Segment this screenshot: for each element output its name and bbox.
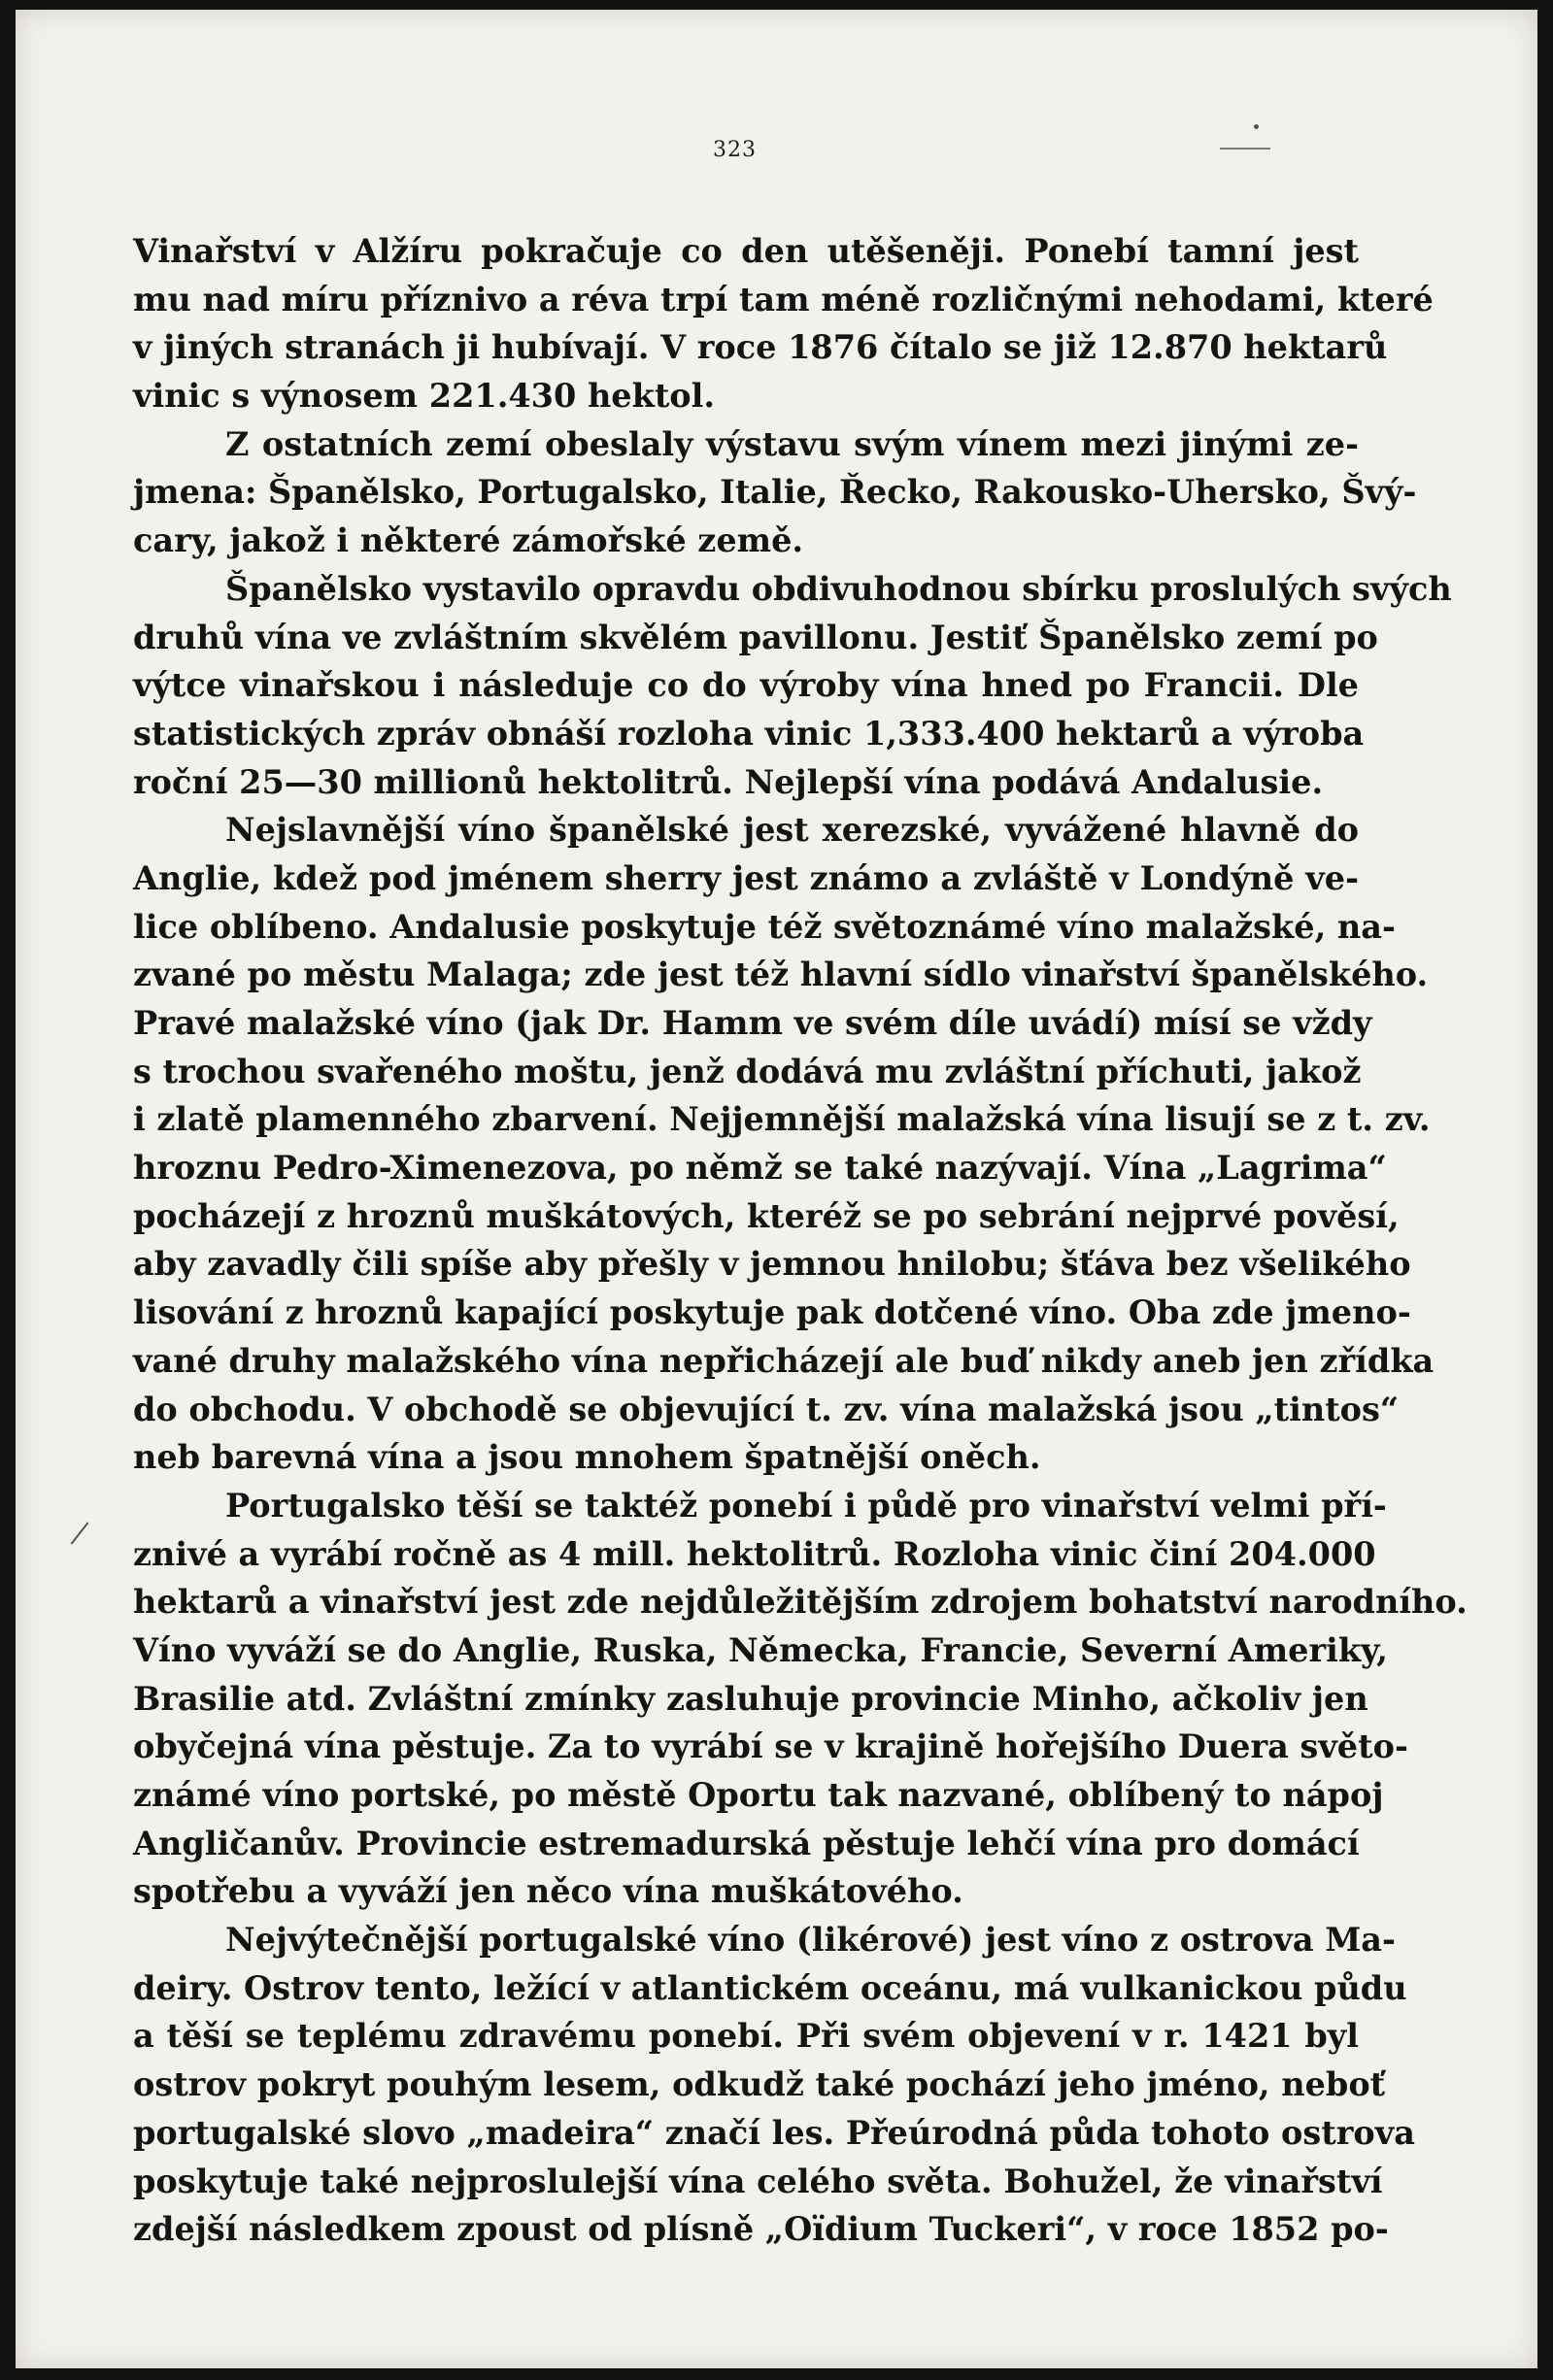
text-line: hektarů a vinařství jest zde nejdůležitějším zdrojem bohatství narodního. bbox=[133, 1583, 1468, 1622]
text-line: Nejvýtečnější portugalské víno (likérové) jest víno z ostrova Ma- bbox=[225, 1921, 1396, 1960]
text-line: deiry. Ostrov tento, ležící v atlantickém oceánu, má vulkanickou půdu bbox=[133, 1968, 1407, 2007]
text-line: mu nad míru příznivo a réva trpí tam méně rozličnými nehodami, které bbox=[133, 280, 1434, 318]
text-line: druhů vína ve zvláštním skvělém pavillonu. Jestiť Španělsko zemí po bbox=[133, 618, 1378, 656]
text-line: výtce vinařskou i následuje co do výroby vína hned po Francii. Dle bbox=[133, 666, 1359, 705]
paragraph bbox=[133, 565, 1452, 806]
text-line: jmena: Španělsko, Portugalsko, Italie, Řecko, Rakousko-Uhersko, Švý- bbox=[133, 473, 1417, 512]
text-line: neb barevná vína a jsou mnohem špatnější oněch. bbox=[133, 1438, 1041, 1477]
text-line: portugalské slovo „madeira“ značí les. Přeúrodná půda tohoto ostrova bbox=[133, 2113, 1415, 2152]
text-line: Víno vyváží se do Anglie, Ruska, Německa, Francie, Severní Ameriky, bbox=[133, 1630, 1388, 1669]
text-line: poskytuje také nejproslulejší vína celého světa. Bohužel, že vinařství bbox=[133, 2162, 1383, 2200]
text-line: s trochou svařeného moštu, jenž dodává mu zvláštní příchuti, jakož bbox=[133, 1052, 1362, 1090]
text-line: Portugalsko těší se taktéž ponebí i půdě pro vinařství velmi pří- bbox=[225, 1486, 1387, 1525]
text-line: i zlatě plamenného zbarvení. Nejjemnější malažská vína lisují se z t. zv. bbox=[133, 1100, 1431, 1139]
ink-mark bbox=[1220, 148, 1270, 150]
text-line: obyčejná vína pěstuje. Za to vyrábí se v krajině hořejšího Duera světo- bbox=[133, 1727, 1408, 1766]
ink-speck bbox=[1254, 124, 1259, 129]
text-line: lice oblíbeno. Andalusie poskytuje též světoznámé víno malažské, na- bbox=[133, 907, 1396, 946]
text-line: hroznu Pedro-Ximenezova, po němž se také nazývají. Vína „Lagrima“ bbox=[133, 1149, 1387, 1188]
text-line: znivé a vyrábí ročně as 4 mill. hektolitrů. Rozloha vinic činí 204.000 bbox=[133, 1534, 1376, 1573]
text-line: Pravé malažské víno (jak Dr. Hamm ve svém díle uvádí) mísí se vždy bbox=[133, 1004, 1372, 1042]
text-line: vané druhy malažského vína nepřicházejí ale buď nikdy aneb jen zřídka bbox=[133, 1341, 1435, 1380]
text-line: do obchodu. V obchodě se objevující t. zv. vína malažská jsou „tintos“ bbox=[133, 1390, 1400, 1428]
text-line: lisování z hroznů kapající poskytuje pak dotčené víno. Oba zde jmeno- bbox=[133, 1293, 1411, 1332]
text-line: roční 25—30 millionů hektolitrů. Nejlepší vína podává Andalusie. bbox=[133, 762, 1324, 801]
text-line: známé víno portské, po městě Oportu tak nazvané, oblíbený to nápoj bbox=[133, 1776, 1384, 1814]
text-line: zvané po městu Malaga; zde jest též hlavní sídlo vinařství španělského. bbox=[133, 955, 1429, 994]
text-line: Vinařství v Alžíru pokračuje co den utěšeněji. Ponebí tamní jest bbox=[133, 232, 1359, 270]
text-line: Nejslavnější víno španělské jest xerezské, vyvážené hlavně do bbox=[225, 811, 1359, 850]
text-line: v jiných stranách ji hubívají. V roce 1876 čítalo se již 12.870 hektarů bbox=[133, 328, 1388, 367]
text-line: pocházejí z hroznů muškátových, kteréž se po sebrání nejprvé pověsí, bbox=[133, 1196, 1400, 1235]
text-line: Anglie, kdež pod jménem sherry jest známo a zvláště v Londýně ve- bbox=[133, 858, 1359, 897]
paragraph bbox=[133, 806, 1435, 1482]
text-line: spotřebu a vyváží jen něco vína muškátového. bbox=[133, 1872, 963, 1911]
paragraph bbox=[133, 1916, 1415, 2254]
text-line: cary, jakož i některé zámořské země. bbox=[133, 521, 804, 560]
page-number: 323 bbox=[713, 138, 757, 162]
text-line: Brasilie atd. Zvláštní zmínky zasluhuje provincie Minho, ačkoliv jen bbox=[133, 1679, 1368, 1718]
text-line: statistických zpráv obnáší rozloha vinic 1,333.400 hektarů a výroba bbox=[133, 714, 1365, 753]
text-line: Angličanův. Provincie estremadurská pěstuje lehčí vína pro domácí bbox=[133, 1824, 1360, 1862]
text-line: Z ostatních zemí obeslaly výstavu svým vínem mezi jinými ze- bbox=[225, 424, 1359, 463]
paragraph bbox=[133, 227, 1434, 420]
text-line: aby zavadly čili spíše aby přešly v jemnou hnilobu; šťáva bez všelikého bbox=[133, 1245, 1411, 1284]
text-line: ostrov pokryt pouhým lesem, odkudž také pochází jeho jméno, neboť bbox=[133, 2065, 1386, 2104]
text-line: vinic s výnosem 221.430 hektol. bbox=[133, 377, 716, 416]
paragraph bbox=[133, 1482, 1468, 1916]
text-line: Španělsko vystavilo opravdu obdivuhodnou sbírku proslulých svých bbox=[225, 569, 1452, 608]
text-line: zdejší následkem zpoust od plísně „Oïdium Tuckeri“, v roce 1852 po- bbox=[133, 2210, 1389, 2249]
margin-pencil-mark bbox=[71, 1522, 89, 1544]
book-page bbox=[16, 10, 1537, 2368]
body-text bbox=[133, 227, 1468, 2254]
paragraph bbox=[133, 420, 1417, 565]
text-line: a těší se teplému zdravému ponebí. Při svém objevení v r. 1421 byl bbox=[133, 2017, 1359, 2056]
